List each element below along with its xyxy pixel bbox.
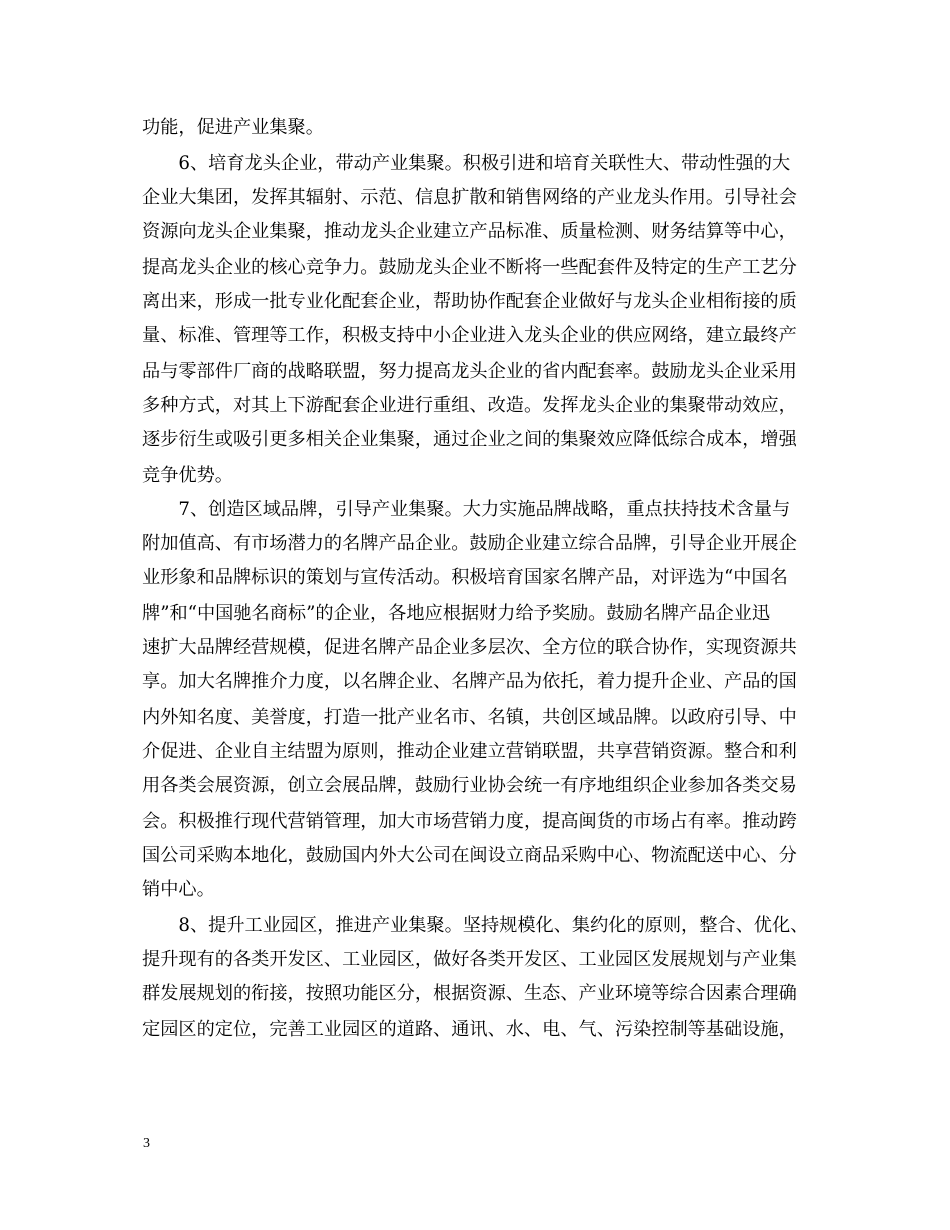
text-line: 定园区的定位，完善工业园区的道路、通讯、水、电、气、污染控制等基础设施， [142, 1019, 797, 1040]
text-line: 用各类会展资源，创立会展品牌，鼓励行业协会统一有序地组织企业参加各类交易 [142, 775, 797, 796]
text-line: 离出来，形成一批专业化配套企业，帮助协作配套企业做好与龙头企业相衔接的质 [142, 291, 797, 312]
text-line: 逐步衍生或吸引更多相关企业集聚，通过企业之间的集聚效应降低综合成本，增强 [142, 429, 797, 450]
text-line: 介促进、企业自主结盟为原则，推动企业建立营销联盟，共享营销资源。整合和利 [142, 741, 797, 762]
text-line: 会。积极推行现代营销管理，加大市场营销力度，提高闽货的市场占有率。推动跨 [142, 811, 797, 832]
text-line: 附加值高、有市场潜力的名牌产品企业。鼓励企业建立综合品牌，引导企业开展企 [142, 533, 797, 554]
text-line: 提高龙头企业的核心竞争力。鼓励龙头企业不断将一些配套件及特定的生产工艺分 [142, 257, 797, 278]
text-line: 业形象和品牌标识的策划与宣传活动。积极培育国家名牌产品，对评选为“中国名 [142, 567, 788, 588]
text-line: 群发展规划的衔接，按照功能区分，根据资源、生态、产业环境等综合因素合理确 [142, 983, 797, 1004]
text-line: 量、标准、管理等工作，积极支持中小企业进入龙头企业的供应网络，建立最终产 [142, 325, 797, 346]
text-line: 竞争优势。 [142, 465, 233, 486]
text-line: 提升现有的各类开发区、工业园区，做好各类开发区、工业园区发展规划与产业集 [142, 949, 797, 970]
text-line: 多种方式，对其上下游配套企业进行重组、改造。发挥龙头企业的集聚带动效应， [142, 395, 797, 416]
text-line: 功能，促进产业集聚。 [142, 117, 324, 138]
text-line: 6、培育龙头企业，带动产业集聚。积极引进和培育关联性大、带动性强的大 [142, 153, 791, 174]
text-line: 牌”和“中国驰名商标”的企业，各地应根据财力给予奖励。鼓励名牌产品企业迅 [142, 603, 771, 624]
text-line: 资源向龙头企业集聚，推动龙头企业建立产品标准、质量检测、财务结算等中心， [142, 221, 797, 242]
page-number: 3 [143, 1136, 150, 1151]
text-line: 速扩大品牌经营规模，促进名牌产品企业多层次、全方位的联合协作，实现资源共 [142, 637, 797, 658]
text-line: 销中心。 [142, 879, 215, 900]
text-line: 享。加大名牌推介力度，以名牌企业、名牌产品为依托，着力提升企业、产品的国 [142, 671, 797, 692]
text-line: 国公司采购本地化，鼓励国内外大公司在闽设立商品采购中心、物流配送中心、分 [142, 845, 797, 866]
text-line: 8、提升工业园区，推进产业集聚。坚持规模化、集约化的原则，整合、优化、 [142, 915, 809, 936]
text-line: 内外知名度、美誉度，打造一批产业名市、名镇，共创区域品牌。以政府引导、中 [142, 707, 797, 728]
text-line: 7、创造区域品牌，引导产业集聚。大力实施品牌战略，重点扶持技术含量与 [142, 499, 791, 520]
text-line: 企业大集团，发挥其辐射、示范、信息扩散和销售网络的产业龙头作用。引导社会 [142, 187, 797, 208]
text-line: 品与零部件厂商的战略联盟，努力提高龙头企业的省内配套率。鼓励龙头企业采用 [142, 361, 797, 382]
